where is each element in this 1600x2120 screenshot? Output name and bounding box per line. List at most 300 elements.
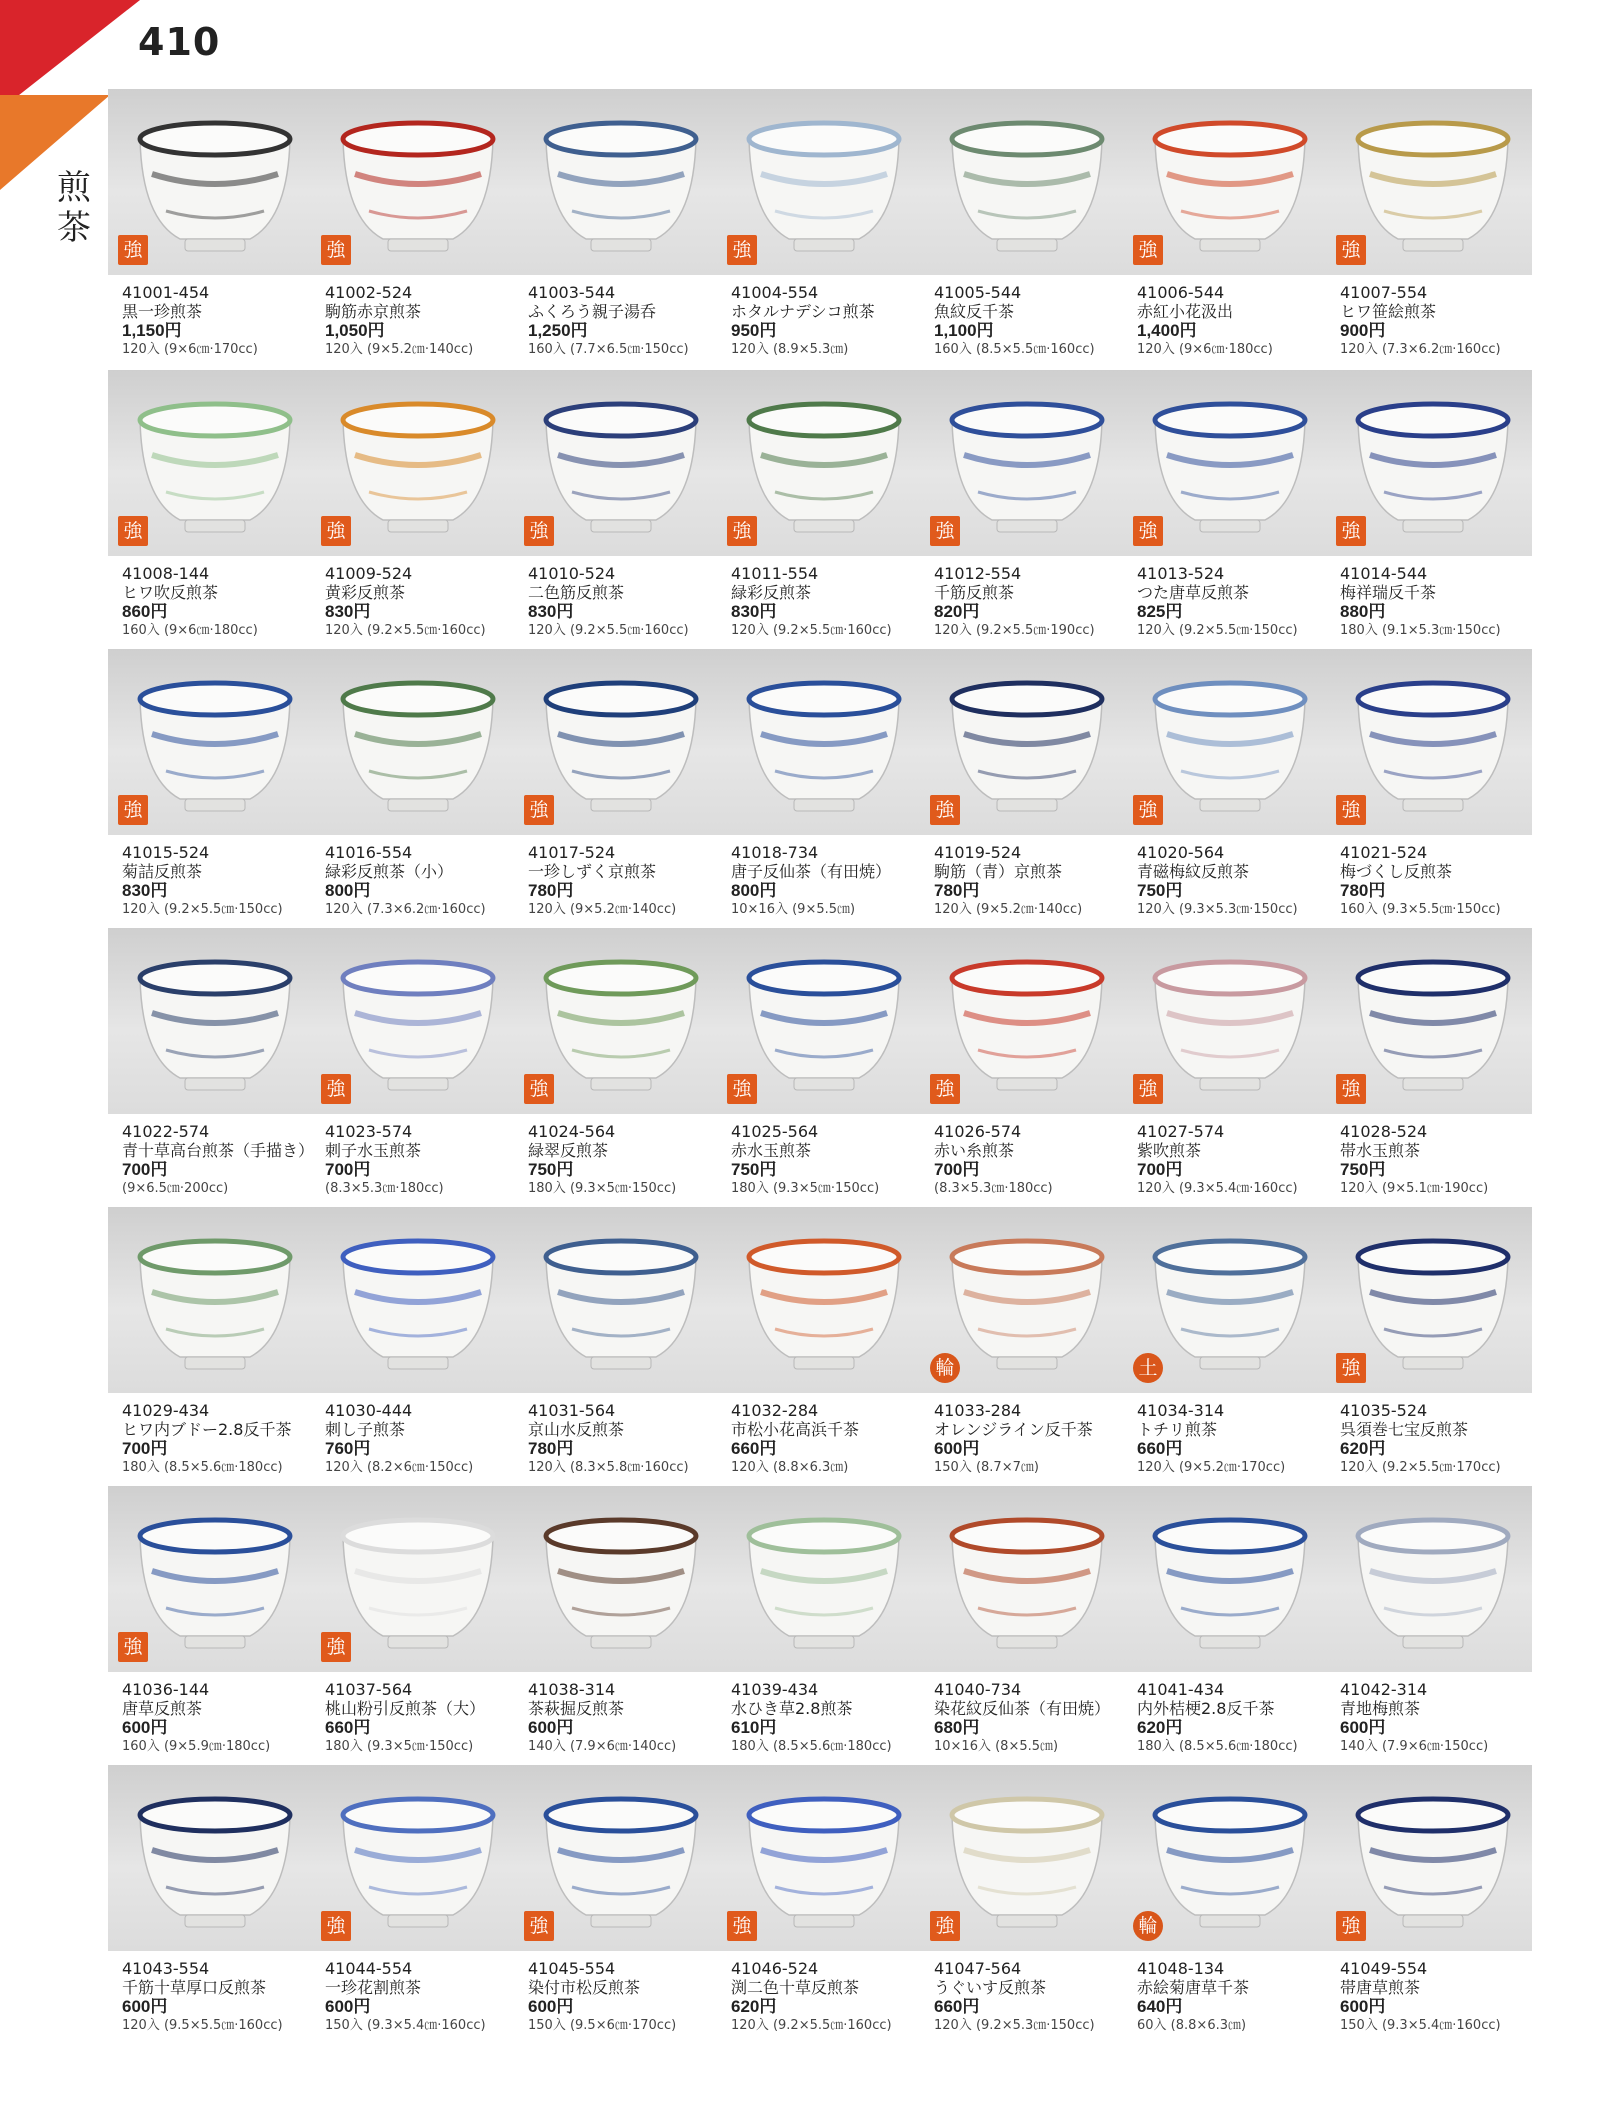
product-code: 41006-544 (1137, 283, 1225, 302)
product-info (731, 1959, 931, 2034)
product-code: 41002-524 (325, 283, 413, 302)
product-name: 茶萩掘反煎茶 (528, 1699, 625, 1718)
product-spec: 10×16入 (9×5.5㎝) (731, 902, 856, 917)
product-info (731, 283, 931, 358)
product-name: 帯唐草煎茶 (1340, 1978, 1421, 1997)
product-item[interactable] (924, 370, 1129, 650)
product-price: 950円 (731, 321, 777, 340)
teacup-image (1348, 1775, 1518, 1945)
durability-badge: 強 (1336, 795, 1366, 825)
product-name: 青地梅煎茶 (1340, 1699, 1421, 1718)
product-code: 41023-574 (325, 1122, 413, 1141)
product-spec: 120入 (9.2×5.5㎝·190cc) (934, 623, 1095, 638)
product-item[interactable] (1127, 89, 1332, 369)
product-spec: 120入 (9.2×5.5㎝·160cc) (731, 2018, 892, 2033)
product-price: 700円 (122, 1160, 168, 1179)
product-info (122, 1680, 322, 1755)
product-row (108, 1207, 1532, 1487)
product-code: 41019-524 (934, 843, 1022, 862)
durability-badge: 強 (727, 235, 757, 265)
product-spec: 150入 (8.7×7㎝) (934, 1460, 1039, 1475)
durability-badge: 強 (321, 1074, 351, 1104)
product-item[interactable] (518, 928, 723, 1208)
product-code: 41021-524 (1340, 843, 1428, 862)
product-price: 600円 (528, 1997, 574, 2016)
product-price: 600円 (325, 1997, 371, 2016)
product-name: オレンジライン反千茶 (934, 1420, 1093, 1439)
product-name: ヒワ内ブドー2.8反千茶 (122, 1420, 292, 1439)
product-item[interactable] (721, 1765, 926, 2045)
product-spec: 150入 (9.5×6㎝·170cc) (528, 2018, 677, 2033)
product-spec: 120入 (9.2×5.5㎝·150cc) (122, 902, 283, 917)
product-code: 41004-554 (731, 283, 819, 302)
product-item[interactable] (1127, 1486, 1332, 1766)
product-code: 41008-144 (122, 564, 210, 583)
product-price: 600円 (122, 1718, 168, 1737)
product-price: 1,250円 (528, 321, 588, 340)
product-name: うぐいす反煎茶 (934, 1978, 1047, 1997)
durability-badge: 強 (1133, 516, 1163, 546)
product-name: 帯水玉煎茶 (1340, 1141, 1421, 1160)
product-info (1340, 1401, 1540, 1476)
teacup-image (942, 99, 1112, 269)
product-code: 41041-434 (1137, 1680, 1225, 1699)
product-info (325, 1401, 525, 1476)
product-price: 660円 (731, 1439, 777, 1458)
product-item[interactable] (721, 370, 926, 650)
teacup-image (739, 659, 909, 829)
durability-badge: 強 (524, 1911, 554, 1941)
product-info (731, 1122, 931, 1197)
product-name: 梅祥瑞反千茶 (1340, 583, 1437, 602)
product-price: 600円 (934, 1439, 980, 1458)
product-item[interactable] (721, 649, 926, 929)
product-item[interactable] (112, 89, 317, 369)
product-item[interactable] (315, 1486, 520, 1766)
product-price: 780円 (934, 881, 980, 900)
product-price: 830円 (122, 881, 168, 900)
product-info (1340, 1959, 1540, 2034)
product-info (934, 843, 1134, 918)
product-item[interactable] (315, 928, 520, 1208)
teacup-image (1145, 659, 1315, 829)
product-name: 千筋十草厚口反煎茶 (122, 1978, 267, 1997)
product-code: 41044-554 (325, 1959, 413, 1978)
product-spec: 180入 (9.3×5㎝·150cc) (731, 1181, 880, 1196)
product-price: 600円 (1340, 1997, 1386, 2016)
product-row (108, 649, 1532, 929)
product-spec: 120入 (8.2×6㎝·150cc) (325, 1460, 474, 1475)
product-price: 750円 (1137, 881, 1183, 900)
product-item[interactable] (112, 928, 317, 1208)
product-info (731, 564, 931, 639)
product-info (122, 1401, 322, 1476)
product-item[interactable] (112, 1486, 317, 1766)
product-price: 1,050円 (325, 321, 385, 340)
product-spec: 150入 (9.3×5.4㎝·160cc) (325, 2018, 486, 2033)
product-info (1340, 1680, 1540, 1755)
durability-badge: 強 (524, 516, 554, 546)
product-name: 二色筋反煎茶 (528, 583, 625, 602)
product-item[interactable] (518, 1765, 723, 2045)
product-price: 900円 (1340, 321, 1386, 340)
product-price: 780円 (1340, 881, 1386, 900)
product-item[interactable] (1330, 370, 1535, 650)
durability-badge: 強 (1336, 1074, 1366, 1104)
teacup-image (1348, 938, 1518, 1108)
teacup-image (942, 1496, 1112, 1666)
product-code: 41014-544 (1340, 564, 1428, 583)
product-item[interactable] (112, 1207, 317, 1487)
product-spec: 120入 (9×6㎝·170cc) (122, 342, 258, 357)
product-info (122, 1122, 322, 1197)
product-item[interactable] (1127, 1765, 1332, 2045)
product-code: 41016-554 (325, 843, 413, 862)
teacup-image (1348, 659, 1518, 829)
teacup-image (333, 659, 503, 829)
product-name: 緑彩反煎茶 (731, 583, 812, 602)
product-code: 41003-544 (528, 283, 616, 302)
product-spec: 120入 (9.3×5.4㎝·160cc) (1137, 1181, 1298, 1196)
product-price: 600円 (122, 1997, 168, 2016)
product-info (1137, 564, 1337, 639)
teacup-image (333, 1217, 503, 1387)
product-code: 41049-554 (1340, 1959, 1428, 1978)
product-item[interactable] (924, 649, 1129, 929)
product-info (528, 843, 728, 918)
product-item[interactable] (1330, 649, 1535, 929)
product-info (325, 283, 525, 358)
teacup-image (536, 99, 706, 269)
product-item[interactable] (518, 89, 723, 369)
product-name: 刺し子煎茶 (325, 1420, 406, 1439)
product-row (108, 89, 1532, 369)
product-item[interactable] (1127, 928, 1332, 1208)
teacup-image (1145, 1775, 1315, 1945)
durability-badge: 輪 (930, 1353, 960, 1383)
product-spec: 120入 (7.3×6.2㎝·160cc) (1340, 342, 1501, 357)
product-info (325, 1680, 525, 1755)
product-spec: 180入 (8.5×5.6㎝·180cc) (1137, 1739, 1298, 1754)
product-spec: 120入 (9×5.2㎝·140cc) (528, 902, 677, 917)
product-info (1137, 1401, 1337, 1476)
durability-badge: 強 (118, 1632, 148, 1662)
product-item[interactable] (924, 1207, 1129, 1487)
product-item[interactable] (1330, 1207, 1535, 1487)
teacup-image (942, 1217, 1112, 1387)
teacup-image (1145, 938, 1315, 1108)
product-item[interactable] (1127, 649, 1332, 929)
durability-badge: 強 (930, 1911, 960, 1941)
product-spec: 120入 (9.2×5.5㎝·160cc) (325, 623, 486, 638)
teacup-image (333, 99, 503, 269)
durability-badge: 強 (727, 1911, 757, 1941)
product-price: 660円 (934, 1997, 980, 2016)
product-info (528, 283, 728, 358)
product-spec: 120入 (8.3×5.8㎝·160cc) (528, 1460, 689, 1475)
product-item[interactable] (721, 1207, 926, 1487)
product-spec: 10×16入 (8×5.5㎝) (934, 1739, 1059, 1754)
product-code: 41042-314 (1340, 1680, 1428, 1699)
teacup-image (536, 1775, 706, 1945)
product-name: 桃山粉引反煎茶（大） (325, 1699, 486, 1718)
product-price: 1,100円 (934, 321, 994, 340)
product-price: 800円 (325, 881, 371, 900)
product-item[interactable] (721, 1486, 926, 1766)
teacup-image (739, 938, 909, 1108)
teacup-image (333, 938, 503, 1108)
teacup-image (739, 1775, 909, 1945)
product-price: 780円 (528, 1439, 574, 1458)
product-code: 41024-564 (528, 1122, 616, 1141)
product-spec: 120入 (9.2×5.5㎝·160cc) (731, 623, 892, 638)
product-row (108, 1486, 1532, 1766)
durability-badge: 強 (727, 516, 757, 546)
teacup-image (1348, 99, 1518, 269)
product-price: 620円 (1340, 1439, 1386, 1458)
durability-badge: 強 (524, 795, 554, 825)
product-code: 41013-524 (1137, 564, 1225, 583)
product-spec: 180入 (8.5×5.6㎝·180cc) (731, 1739, 892, 1754)
teacup-image (130, 1496, 300, 1666)
product-price: 825円 (1137, 602, 1183, 621)
product-info (122, 843, 322, 918)
product-code: 41017-524 (528, 843, 616, 862)
product-code: 41026-574 (934, 1122, 1022, 1141)
product-price: 830円 (528, 602, 574, 621)
durability-badge: 輪 (1133, 1911, 1163, 1941)
product-spec: 160入 (8.5×5.5㎝·160cc) (934, 342, 1095, 357)
durability-badge: 強 (1336, 235, 1366, 265)
teacup-image (1145, 380, 1315, 550)
product-item[interactable] (518, 649, 723, 929)
product-name: 内外桔梗2.8反千茶 (1137, 1699, 1275, 1718)
durability-badge: 強 (118, 235, 148, 265)
product-item[interactable] (1330, 89, 1535, 369)
teacup-image (130, 380, 300, 550)
product-code: 41046-524 (731, 1959, 819, 1978)
product-price: 830円 (731, 602, 777, 621)
product-code: 41032-284 (731, 1401, 819, 1420)
product-info (934, 564, 1134, 639)
product-code: 41043-554 (122, 1959, 210, 1978)
product-name: 赤水玉煎茶 (731, 1141, 812, 1160)
product-name: 紫吹煎茶 (1137, 1141, 1202, 1160)
product-code: 41001-454 (122, 283, 210, 302)
product-name: 染花紋反仙茶（有田焼） (934, 1699, 1111, 1718)
product-code: 41048-134 (1137, 1959, 1225, 1978)
teacup-image (1348, 380, 1518, 550)
product-price: 610円 (731, 1718, 777, 1737)
product-name: 青十草高台煎茶（手描き） (122, 1141, 315, 1160)
product-spec: 150入 (9.3×5.4㎝·160cc) (1340, 2018, 1501, 2033)
product-spec: 160入 (9×6㎝·180cc) (122, 623, 258, 638)
teacup-image (130, 659, 300, 829)
product-spec: 160入 (9.3×5.5㎝·150cc) (1340, 902, 1501, 917)
product-code: 41007-554 (1340, 283, 1428, 302)
teacup-image (536, 380, 706, 550)
product-code: 41025-564 (731, 1122, 819, 1141)
product-price: 760円 (325, 1439, 371, 1458)
product-item[interactable] (315, 1765, 520, 2045)
durability-badge: 強 (930, 1074, 960, 1104)
product-code: 41036-144 (122, 1680, 210, 1699)
product-spec: 140入 (7.9×6㎝·140cc) (528, 1739, 677, 1754)
product-code: 41039-434 (731, 1680, 819, 1699)
product-info (934, 1122, 1134, 1197)
teacup-image (130, 99, 300, 269)
product-info (1340, 1122, 1540, 1197)
durability-badge: 強 (1336, 1911, 1366, 1941)
product-code: 41028-524 (1340, 1122, 1428, 1141)
product-name: 染付市松反煎茶 (528, 1978, 641, 1997)
product-code: 41031-564 (528, 1401, 616, 1420)
durability-badge: 強 (727, 1074, 757, 1104)
teacup-image (130, 1217, 300, 1387)
product-item[interactable] (518, 1486, 723, 1766)
teacup-image (1348, 1217, 1518, 1387)
product-spec: 180入 (9.1×5.3㎝·150cc) (1340, 623, 1501, 638)
teacup-image (1348, 1496, 1518, 1666)
product-item[interactable] (924, 1486, 1129, 1766)
product-item[interactable] (315, 370, 520, 650)
product-name: 渕二色十草反煎茶 (731, 1978, 860, 1997)
product-item[interactable] (315, 89, 520, 369)
product-code: 41005-544 (934, 283, 1022, 302)
product-item[interactable] (1127, 370, 1332, 650)
product-name: 唐草反煎茶 (122, 1699, 203, 1718)
teacup-image (739, 1496, 909, 1666)
product-item[interactable] (721, 89, 926, 369)
product-price: 660円 (1137, 1439, 1183, 1458)
product-name: つた唐草反煎茶 (1137, 583, 1250, 602)
product-name: 駒筋赤京煎茶 (325, 302, 422, 321)
durability-badge: 強 (1133, 795, 1163, 825)
product-name: 駒筋（青）京煎茶 (934, 862, 1063, 881)
product-price: 620円 (731, 1997, 777, 2016)
product-info (528, 1122, 728, 1197)
product-price: 660円 (325, 1718, 371, 1737)
product-spec: 120入 (8.8×6.3㎝) (731, 1460, 849, 1475)
product-price: 700円 (325, 1160, 371, 1179)
product-price: 750円 (528, 1160, 574, 1179)
product-item[interactable] (1330, 928, 1535, 1208)
product-info (325, 564, 525, 639)
product-info (122, 283, 322, 358)
product-info (934, 1401, 1134, 1476)
durability-badge: 強 (118, 516, 148, 546)
product-row (108, 928, 1532, 1208)
durability-badge: 強 (524, 1074, 554, 1104)
product-info (1137, 1122, 1337, 1197)
product-spec: 120入 (9.2×5.5㎝·150cc) (1137, 623, 1298, 638)
teacup-image (1145, 99, 1315, 269)
product-spec: 120入 (9×5.2㎝·140cc) (325, 342, 474, 357)
product-item[interactable] (721, 928, 926, 1208)
product-price: 700円 (934, 1160, 980, 1179)
teacup-image (1145, 1217, 1315, 1387)
product-item[interactable] (924, 89, 1129, 369)
product-item[interactable] (112, 649, 317, 929)
product-name: 一珍しずく京煎茶 (528, 862, 657, 881)
durability-badge: 強 (1336, 516, 1366, 546)
product-code: 41022-574 (122, 1122, 210, 1141)
teacup-image (130, 938, 300, 1108)
teacup-image (333, 1775, 503, 1945)
product-spec: 160入 (7.7×6.5㎝·150cc) (528, 342, 689, 357)
product-spec: 180入 (8.5×5.6㎝·180cc) (122, 1460, 283, 1475)
product-code: 41020-564 (1137, 843, 1225, 862)
durability-badge: 強 (1133, 235, 1163, 265)
product-info (934, 1680, 1134, 1755)
product-info (934, 283, 1134, 358)
product-code: 41047-564 (934, 1959, 1022, 1978)
product-info (1137, 843, 1337, 918)
product-name: 千筋反煎茶 (934, 583, 1015, 602)
product-price: 600円 (528, 1718, 574, 1737)
product-name: 呉須巻七宝反煎茶 (1340, 1420, 1469, 1439)
product-info (1137, 1680, 1337, 1755)
product-name: 赤紅小花汲出 (1137, 302, 1234, 321)
teacup-image (333, 1496, 503, 1666)
product-code: 41018-734 (731, 843, 819, 862)
product-price: 680円 (934, 1718, 980, 1737)
product-item[interactable] (1127, 1207, 1332, 1487)
product-price: 780円 (528, 881, 574, 900)
product-spec: 120入 (9×5.2㎝·170cc) (1137, 1460, 1286, 1475)
product-name: 梅づくし反煎茶 (1340, 862, 1453, 881)
product-spec: 120入 (9.2×5.5㎝·170cc) (1340, 1460, 1501, 1475)
teacup-image (942, 938, 1112, 1108)
teacup-image (942, 380, 1112, 550)
product-spec: 120入 (7.3×6.2㎝·160cc) (325, 902, 486, 917)
product-item[interactable] (112, 1765, 317, 2045)
teacup-image (1145, 1496, 1315, 1666)
page-number: 410 (138, 20, 221, 64)
product-info (1137, 283, 1337, 358)
teacup-image (536, 1217, 706, 1387)
product-item[interactable] (518, 1207, 723, 1487)
product-row (108, 1765, 1532, 2045)
durability-badge: 強 (118, 795, 148, 825)
product-item[interactable] (924, 928, 1129, 1208)
product-code: 41012-554 (934, 564, 1022, 583)
product-code: 41038-314 (528, 1680, 616, 1699)
product-item[interactable] (518, 370, 723, 650)
product-spec: 120入 (9.2×5.5㎝·160cc) (528, 623, 689, 638)
product-spec: (9×6.5㎝·200cc) (122, 1181, 229, 1196)
product-item[interactable] (1330, 1765, 1535, 2045)
product-item[interactable] (924, 1765, 1129, 2045)
product-price: 1,400円 (1137, 321, 1197, 340)
product-spec: 120入 (9×6㎝·180cc) (1137, 342, 1273, 357)
teacup-image (536, 659, 706, 829)
product-code: 41027-574 (1137, 1122, 1225, 1141)
product-name: トチリ煎茶 (1137, 1420, 1218, 1439)
product-item[interactable] (315, 1207, 520, 1487)
product-item[interactable] (112, 370, 317, 650)
product-info (731, 1401, 931, 1476)
product-name: 緑翠反煎茶 (528, 1141, 609, 1160)
product-item[interactable] (1330, 1486, 1535, 1766)
teacup-image (739, 1217, 909, 1387)
product-price: 620円 (1137, 1718, 1183, 1737)
product-spec: (8.3×5.3㎝·180cc) (325, 1181, 444, 1196)
product-spec: 180入 (9.3×5㎝·150cc) (325, 1739, 474, 1754)
product-item[interactable] (315, 649, 520, 929)
product-name: ホタルナデシコ煎茶 (731, 302, 875, 321)
durability-badge: 強 (321, 1911, 351, 1941)
